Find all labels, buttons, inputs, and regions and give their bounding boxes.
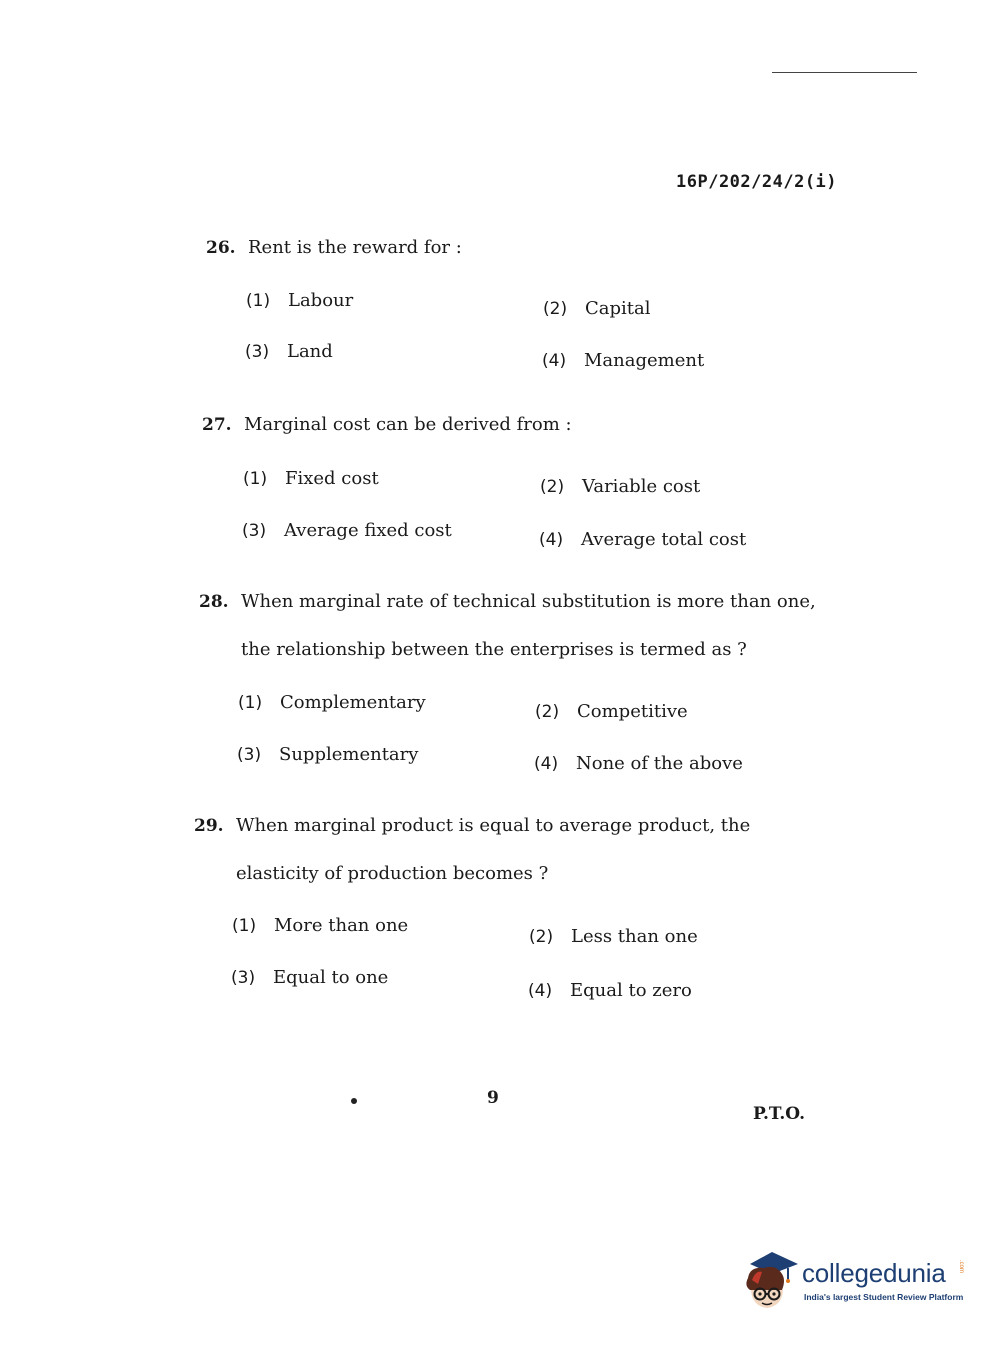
option-number: (3) — [237, 745, 262, 765]
option-number: (1) — [243, 469, 268, 489]
question-text: When marginal product is equal to average product, the elasticity of production becomes ? — [236, 815, 751, 884]
option-27-3 — [242, 520, 452, 541]
mascot-logo-icon — [742, 1250, 800, 1312]
option-label: Supplementary — [279, 744, 419, 765]
option-label: Capital — [585, 298, 651, 319]
option-number: (1) — [232, 916, 257, 936]
watermark-tagline: India's largest Student Review Platform — [804, 1292, 964, 1302]
option-number: (4) — [534, 754, 559, 774]
option-number: (3) — [231, 968, 256, 988]
option-label: Variable cost — [582, 476, 701, 497]
question-text: When marginal rate of technical substitution is more than one, the relationship between the enterprises is termed as ? — [241, 591, 816, 660]
option-number: (4) — [528, 981, 553, 1001]
option-number: (2) — [529, 927, 554, 947]
option-29-1 — [232, 915, 408, 936]
option-28-2 — [535, 701, 688, 722]
question-text: Rent is the reward for : — [248, 237, 462, 258]
top-rule — [772, 72, 917, 73]
option-number: (4) — [542, 351, 567, 371]
option-label: Average fixed cost — [284, 520, 452, 541]
option-number: (2) — [540, 477, 565, 497]
option-number: (1) — [238, 693, 263, 713]
option-29-4 — [528, 980, 692, 1001]
option-number: (3) — [245, 342, 270, 362]
question-number: 29. — [194, 816, 224, 836]
question-number: 27. — [202, 415, 232, 435]
bullet-dot — [351, 1098, 357, 1104]
option-26-1 — [246, 290, 353, 311]
collegedunia-watermark — [742, 1250, 972, 1312]
option-28-1 — [238, 692, 426, 713]
option-28-3 — [237, 744, 418, 765]
option-26-2 — [543, 298, 651, 319]
option-label: Average total cost — [581, 529, 747, 550]
question-text: Marginal cost can be derived from : — [244, 414, 572, 435]
option-27-4 — [539, 529, 746, 550]
option-28-4 — [534, 753, 743, 774]
option-label: Labour — [288, 290, 354, 311]
option-27-1 — [243, 468, 379, 489]
paper-code: 16P/202/24/2(i) — [676, 172, 838, 192]
option-number: (3) — [242, 521, 267, 541]
option-number: (2) — [543, 299, 568, 319]
option-label: Equal to one — [273, 967, 389, 988]
option-label: None of the above — [576, 753, 743, 774]
question-number: 28. — [199, 592, 229, 612]
option-26-4 — [542, 350, 704, 371]
option-label: More than one — [274, 915, 409, 936]
option-number: (2) — [535, 702, 560, 722]
option-number: (1) — [246, 291, 271, 311]
watermark-suffix: .com — [958, 1260, 964, 1274]
page-number: 9 — [487, 1088, 499, 1108]
question-number: 26. — [206, 238, 236, 258]
option-number: (4) — [539, 530, 564, 550]
pto-label: P.T.O. — [753, 1104, 805, 1124]
option-label: Equal to zero — [570, 980, 692, 1001]
option-label: Management — [584, 350, 705, 371]
option-label: Less than one — [571, 926, 698, 947]
option-label: Fixed cost — [285, 468, 379, 489]
option-27-2 — [540, 476, 700, 497]
option-label: Land — [287, 341, 333, 362]
option-29-3 — [231, 967, 388, 988]
option-label: Competitive — [577, 701, 688, 722]
option-label: Complementary — [280, 692, 426, 713]
watermark-brand: collegedunia — [802, 1258, 946, 1288]
option-26-3 — [245, 341, 333, 362]
option-29-2 — [529, 926, 698, 947]
